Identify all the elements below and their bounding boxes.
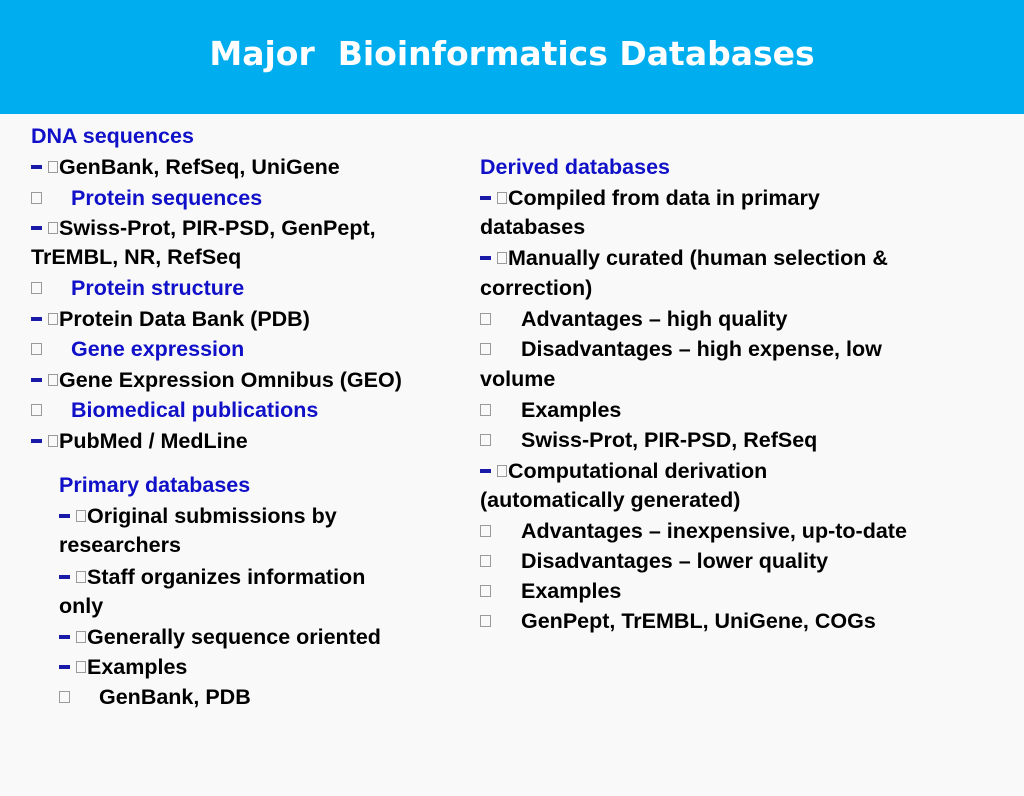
missing-glyph-icon bbox=[497, 192, 507, 204]
dash-bullet-icon bbox=[480, 469, 491, 473]
missing-glyph-icon bbox=[76, 571, 86, 583]
derived-databases-heading: Derived databases bbox=[480, 155, 671, 179]
gene-expression-list: Gene Expression Omnibus (GEO) bbox=[31, 368, 402, 392]
protein-structure-list: Protein Data Bank (PDB) bbox=[31, 307, 310, 331]
dash-bullet-icon bbox=[31, 378, 42, 382]
primary-databases-heading: Primary databases bbox=[59, 473, 251, 497]
dna-sequences-heading: DNA sequences bbox=[31, 124, 194, 148]
dna-sequences-list: GenBank, RefSeq, UniGene bbox=[31, 155, 340, 179]
missing-glyph-icon bbox=[48, 222, 58, 234]
dash-bullet-icon bbox=[31, 439, 42, 443]
missing-glyph-icon bbox=[48, 313, 58, 325]
protein-sequences-heading: Protein sequences bbox=[31, 186, 262, 210]
primary-item-staff-cont: only bbox=[59, 594, 104, 618]
square-bullet-icon bbox=[31, 282, 42, 294]
square-bullet-icon bbox=[480, 313, 491, 325]
dash-bullet-icon bbox=[59, 665, 70, 669]
dash-bullet-icon bbox=[480, 196, 491, 200]
missing-glyph-icon bbox=[48, 161, 58, 173]
derived-item-computational: Computational derivation bbox=[480, 459, 767, 483]
primary-item-staff: Staff organizes information bbox=[59, 565, 365, 589]
missing-glyph-icon bbox=[48, 374, 58, 386]
square-bullet-icon bbox=[480, 615, 491, 627]
primary-item-submissions-cont: researchers bbox=[59, 533, 181, 557]
primary-item-submissions: Original submissions by bbox=[59, 504, 337, 528]
dash-bullet-icon bbox=[480, 256, 491, 260]
square-bullet-icon bbox=[480, 343, 491, 355]
derived-item-curated: Manually curated (human selection & bbox=[480, 246, 888, 270]
square-bullet-icon bbox=[480, 525, 491, 537]
square-bullet-icon bbox=[59, 691, 70, 703]
derived-advantages-1: Advantages – high quality bbox=[480, 307, 787, 331]
square-bullet-icon bbox=[480, 434, 491, 446]
derived-disadvantages-2: Disadvantages – lower quality bbox=[480, 549, 828, 573]
protein-sequences-list-cont: TrEMBL, NR, RefSeq bbox=[31, 245, 242, 269]
primary-item-examples: Examples bbox=[59, 655, 187, 679]
missing-glyph-icon bbox=[76, 661, 86, 673]
square-bullet-icon bbox=[480, 404, 491, 416]
gene-expression-heading: Gene expression bbox=[31, 337, 244, 361]
derived-item-compiled-cont: databases bbox=[480, 215, 586, 239]
derived-item-curated-cont: correction) bbox=[480, 276, 593, 300]
missing-glyph-icon bbox=[497, 465, 507, 477]
dash-bullet-icon bbox=[59, 575, 70, 579]
dash-bullet-icon bbox=[59, 635, 70, 639]
biomedical-publications-heading: Biomedical publications bbox=[31, 398, 318, 422]
protein-sequences-list: Swiss-Prot, PIR-PSD, GenPept, bbox=[31, 216, 376, 240]
dash-bullet-icon bbox=[31, 226, 42, 230]
square-bullet-icon bbox=[31, 404, 42, 416]
title-banner bbox=[0, 0, 1024, 114]
derived-examples-2: Examples bbox=[480, 579, 621, 603]
missing-glyph-icon bbox=[76, 510, 86, 522]
derived-disadvantages-1: Disadvantages – high expense, low bbox=[480, 337, 882, 361]
dash-bullet-icon bbox=[31, 165, 42, 169]
derived-disadvantages-1-cont: volume bbox=[480, 367, 556, 391]
square-bullet-icon bbox=[480, 585, 491, 597]
square-bullet-icon bbox=[31, 343, 42, 355]
missing-glyph-icon bbox=[76, 631, 86, 643]
missing-glyph-icon bbox=[48, 435, 58, 447]
derived-examples-1-list: Swiss-Prot, PIR-PSD, RefSeq bbox=[480, 428, 817, 452]
derived-examples-2-list: GenPept, TrEMBL, UniGene, COGs bbox=[480, 609, 876, 633]
derived-examples-1: Examples bbox=[480, 398, 621, 422]
biomedical-publications-list: PubMed / MedLine bbox=[31, 429, 248, 453]
square-bullet-icon bbox=[31, 192, 42, 204]
primary-examples-list: GenBank, PDB bbox=[59, 685, 251, 709]
square-bullet-icon bbox=[480, 555, 491, 567]
derived-item-compiled: Compiled from data in primary bbox=[480, 186, 820, 210]
derived-item-computational-cont: (automatically generated) bbox=[480, 488, 741, 512]
missing-glyph-icon bbox=[497, 252, 507, 264]
protein-structure-heading: Protein structure bbox=[31, 276, 244, 300]
primary-item-sequence-oriented: Generally sequence oriented bbox=[59, 625, 381, 649]
slide-title: Major Bioinformatics Databases bbox=[209, 34, 815, 73]
dash-bullet-icon bbox=[59, 514, 70, 518]
dash-bullet-icon bbox=[31, 317, 42, 321]
derived-advantages-2: Advantages – inexpensive, up-to-date bbox=[480, 519, 907, 543]
